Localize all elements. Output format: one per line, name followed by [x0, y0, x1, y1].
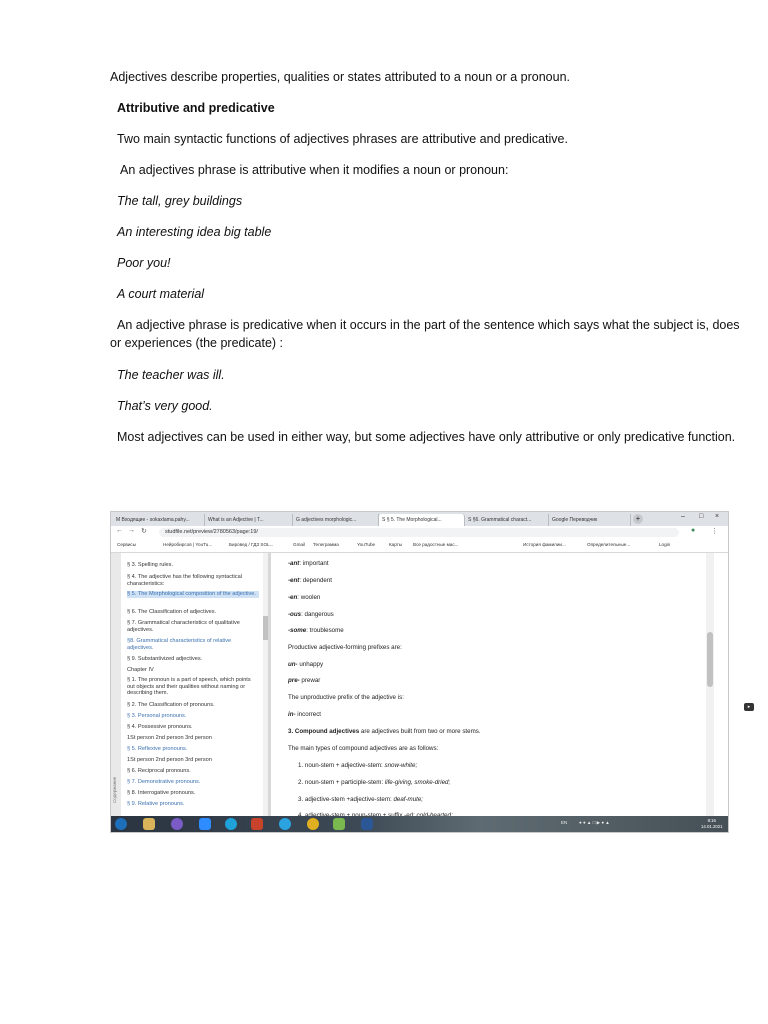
profile-icon[interactable]: ● [691, 527, 696, 534]
tab-grammatical[interactable]: S §6. Grammatical charact... [465, 514, 549, 526]
tab-what-is-adjective[interactable]: What is an Adjective | T... [205, 514, 293, 526]
example-6: That’s very good. [117, 399, 213, 413]
compound-example: snow-white; [384, 762, 418, 769]
forward-icon[interactable]: → [128, 527, 135, 534]
example-1: The tall, grey buildings [117, 194, 243, 208]
page-scroll-thumb[interactable] [707, 632, 713, 687]
suffix-label: -en [288, 594, 298, 601]
prefix-label: un- [288, 661, 298, 668]
bookmark-gdz[interactable]: Бировед / ГДЗ SOL... [229, 542, 274, 547]
intro-paragraph: Adjectives describe properties, qualities or states attributed to a noun or a pronoun. [110, 70, 570, 84]
suffix-label: -some [288, 627, 307, 634]
example-4: A court material [117, 287, 205, 301]
compound-example: deaf-mute; [393, 796, 424, 803]
bookmark-youtube-channel[interactable]: Нейробирсов | YouTu... [163, 542, 213, 547]
bookmark-radio[interactable]: Все радостные мас... [413, 542, 459, 547]
toc-item[interactable]: §8. Grammatical characteristics of relative adjectives. [127, 638, 232, 651]
new-tab-icon[interactable]: + [633, 514, 643, 524]
chrome-icon[interactable] [307, 818, 319, 830]
tab-google-search[interactable]: G adjectives morphologic... [293, 514, 379, 526]
functions-paragraph: Two main syntactic functions of adjectives phrases are attributive and predicative. [117, 132, 568, 146]
example-3: Poor you! [117, 256, 171, 270]
toc-item[interactable]: § 9. Substantivized adjectives. [127, 656, 203, 662]
maximize-icon[interactable]: □ [699, 513, 704, 520]
explorer-icon[interactable] [143, 818, 155, 830]
suffix-example: : important [299, 560, 329, 567]
bookmark-services[interactable]: Сервисы [117, 542, 137, 547]
bookmark-maps[interactable]: Карты [389, 542, 403, 547]
usage-paragraph: Most adjectives can be used in either way, but some adjectives have only attributive or only predicative function. [117, 430, 736, 444]
reload-icon[interactable]: ↻ [141, 528, 147, 535]
example-2: An interesting idea big table [117, 225, 272, 239]
app-icon[interactable] [333, 818, 345, 830]
word-icon[interactable] [361, 818, 373, 830]
prefixes-heading: Productive adjective-forming prefixes are: [288, 644, 402, 651]
predicative-paragraph: An adjective phrase is predicative when it occurs in the part of the sentence which says what the subject is, does or experiences (the predicate) : [110, 318, 740, 350]
section-heading: Attributive and predicative [117, 101, 275, 115]
zoom-icon[interactable] [199, 818, 211, 830]
prefix-example: unhappy [297, 661, 324, 668]
prefix-label: in- [288, 711, 296, 718]
example-5: The teacher was ill. [117, 368, 225, 382]
bookmark-gmail[interactable]: Gmail [293, 542, 305, 547]
contents-toggle[interactable] [111, 553, 121, 819]
suffix-example: : woolen [297, 594, 321, 601]
floating-action-icon[interactable]: ▸ [744, 703, 754, 711]
compound-types-heading: The main types of compound adjectives are as follows: [288, 745, 439, 752]
suffix-label: -ous [288, 611, 302, 618]
bookmark-telegram[interactable]: Телеграмма [313, 542, 339, 547]
toc-item: 1St person 2nd person 3rd person [127, 757, 212, 763]
compound-type: 2. noun-stem + participle-stem: [298, 779, 385, 786]
telegram-icon[interactable] [279, 818, 291, 830]
compound-heading: 3. Compound adjectives [288, 728, 360, 735]
toc-item[interactable]: § 6. The Classification of adjectives. [127, 609, 217, 615]
bookmark-youtube[interactable]: YouTube [357, 542, 376, 547]
tab-bar [111, 512, 728, 526]
edge-icon[interactable] [225, 818, 237, 830]
language-indicator[interactable]: EN [561, 820, 568, 825]
toc-item[interactable]: § 9. Relative pronouns. [127, 801, 185, 807]
suffix-label: -ant [288, 560, 300, 567]
start-icon[interactable] [115, 818, 127, 830]
compound-type: 3. adjective-stem +adjective-stem: [298, 796, 394, 803]
tab-morphological[interactable]: S § 5. The Morphological... [379, 514, 465, 526]
suffix-example: : dependent [299, 577, 333, 584]
windows-taskbar [111, 816, 728, 832]
tab-google-translate[interactable]: Google Переводчик [549, 514, 631, 526]
toc-item[interactable]: § 2. The Classification of pronouns. [127, 702, 215, 708]
unproductive-heading: The unproductive prefix of the adjective is: [288, 694, 404, 701]
contents-label: Содержание [112, 776, 117, 803]
toc-item: 1St person 2nd person 3rd person [127, 735, 212, 741]
toc-item[interactable]: § 3. Spelling rules. [127, 562, 174, 568]
toc-item[interactable]: § 5. Reflexive pronouns. [127, 746, 188, 752]
toc-item-active[interactable]: § 5. The Morphological composition of the adjective. [127, 591, 259, 598]
tab-gmail[interactable]: M Входящие - sokaxlama.pahy... [113, 514, 205, 526]
close-icon[interactable]: × [715, 513, 720, 520]
article-content [271, 553, 711, 819]
minimize-icon[interactable]: – [681, 513, 685, 520]
toc-item[interactable]: § 7. Demonstrative pronouns. [127, 779, 201, 785]
clock-time: 8:16 [707, 818, 716, 823]
toc-item[interactable]: § 8. Interrogative pronouns. [127, 790, 196, 796]
menu-icon[interactable]: ⋮ [711, 528, 718, 535]
url-field[interactable]: studfile.net/preview/2780563/page:19/ [159, 528, 679, 537]
prefix-label: pre- [288, 677, 300, 684]
bookmark-login[interactable]: Login [659, 542, 671, 547]
embedded-browser-screenshot [110, 511, 751, 833]
bookmark-definitions[interactable]: Определительные... [587, 542, 631, 547]
clock-date: 14.01.2021 [701, 823, 723, 829]
prefix-example: prewar [299, 677, 321, 684]
bookmarks-bar [111, 539, 728, 553]
bookmark-history[interactable]: История фамилии... [523, 542, 566, 547]
prefix-example: incorrect [295, 711, 322, 718]
taskbar-clock[interactable] [701, 818, 723, 829]
toc-item[interactable]: § 4. Possessive pronouns. [127, 724, 193, 730]
attributive-paragraph: An adjectives phrase is attributive when it modifies a noun or pronoun: [120, 163, 509, 177]
toc-item[interactable]: Chapter IV [127, 667, 154, 673]
toc-item[interactable]: § 6. Reciprocal pronouns. [127, 768, 191, 774]
viber-icon[interactable] [171, 818, 183, 830]
suffix-example: : troublesome [306, 627, 344, 634]
toc-item[interactable]: § 4. The adjective has the following syntactical characteristics: [127, 574, 242, 587]
address-bar-row [111, 526, 728, 539]
suffix-example: : dangerous [301, 611, 334, 618]
back-icon[interactable]: ← [116, 527, 123, 534]
toc-item[interactable]: § 1. The pronoun is a part of speech, which points out objects and their qualities without naming or describing them. [127, 677, 251, 697]
compound-definition: are adjectives built from two or more stems. [359, 728, 481, 735]
toc-item[interactable]: § 3. Personal pronouns. [127, 713, 187, 719]
compound-type: 1. noun-stem + adjective-stem: [298, 762, 385, 769]
toc-item[interactable]: § 7. Grammatical characteristics of qualitative adjectives. [127, 620, 240, 633]
suffix-label: -ent [288, 577, 300, 584]
powerpoint-icon[interactable] [251, 818, 263, 830]
compound-example: life-giving, smoke-dried; [384, 779, 451, 786]
tray-icons[interactable]: ● ● ▲ □ ▶ ● ▲ [579, 820, 610, 825]
